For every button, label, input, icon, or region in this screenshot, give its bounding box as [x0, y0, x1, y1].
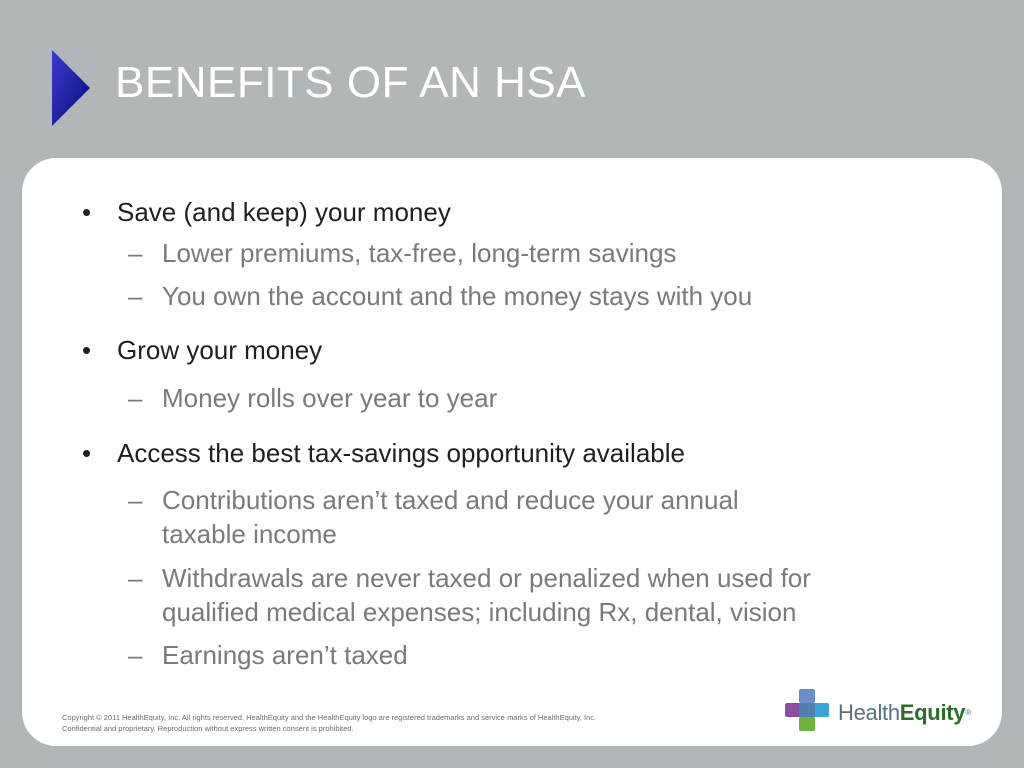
- footer-copyright: [62, 712, 596, 734]
- subitem-text: qualified medical expenses; including Rx, dental, vision: [162, 597, 797, 627]
- bullet-marker: •: [82, 197, 92, 227]
- copyright-line: Copyright © 2011 HealthEquity, Inc. All rights reserved. HealthEquity and the HealthEquity logo are registered trademarks and service marks of HealthEquity, Inc.: [62, 713, 597, 722]
- subitem-marker: –: [128, 238, 143, 268]
- content-panel: [22, 158, 1002, 746]
- subitem-text: Money rolls over year to year: [162, 383, 498, 413]
- bullet-marker: •: [82, 335, 92, 365]
- subitem-marker: –: [128, 563, 143, 593]
- subitem-marker: –: [128, 383, 143, 413]
- subitem-marker: –: [128, 485, 143, 515]
- subitem-text: You own the account and the money stays with you: [162, 281, 753, 311]
- subitem-text: Earnings aren’t taxed: [162, 640, 408, 670]
- confidentiality-line: Confidential and proprietary. Reproduction without express written consent is prohibited.: [62, 724, 354, 733]
- subitem-marker: –: [128, 281, 143, 311]
- title-arrow-icon: [52, 50, 92, 126]
- registered-mark: ®: [965, 708, 971, 717]
- logo-wordmark: [838, 700, 971, 726]
- healthequity-logo: [784, 688, 984, 736]
- bullet-text: Grow your money: [117, 335, 323, 365]
- subitem-text: Withdrawals are never taxed or penalized when used for: [162, 563, 811, 593]
- bullet-text: Save (and keep) your money: [117, 197, 451, 227]
- logo-word-equity: Equity: [899, 700, 966, 725]
- healthequity-cross-logo-icon: [784, 688, 830, 734]
- subitem-text: taxable income: [162, 519, 337, 549]
- bullet-marker: •: [82, 438, 92, 468]
- logo-word-health: Health: [838, 700, 900, 725]
- subitem-text: Lower premiums, tax-free, long-term savings: [162, 238, 677, 268]
- bullet-text: Access the best tax-savings opportunity available: [117, 438, 685, 468]
- subitem-marker: –: [128, 640, 143, 670]
- subitem-text: Contributions aren’t taxed and reduce your annual: [162, 485, 739, 515]
- slide-title: BENEFITS OF AN HSA: [115, 58, 587, 107]
